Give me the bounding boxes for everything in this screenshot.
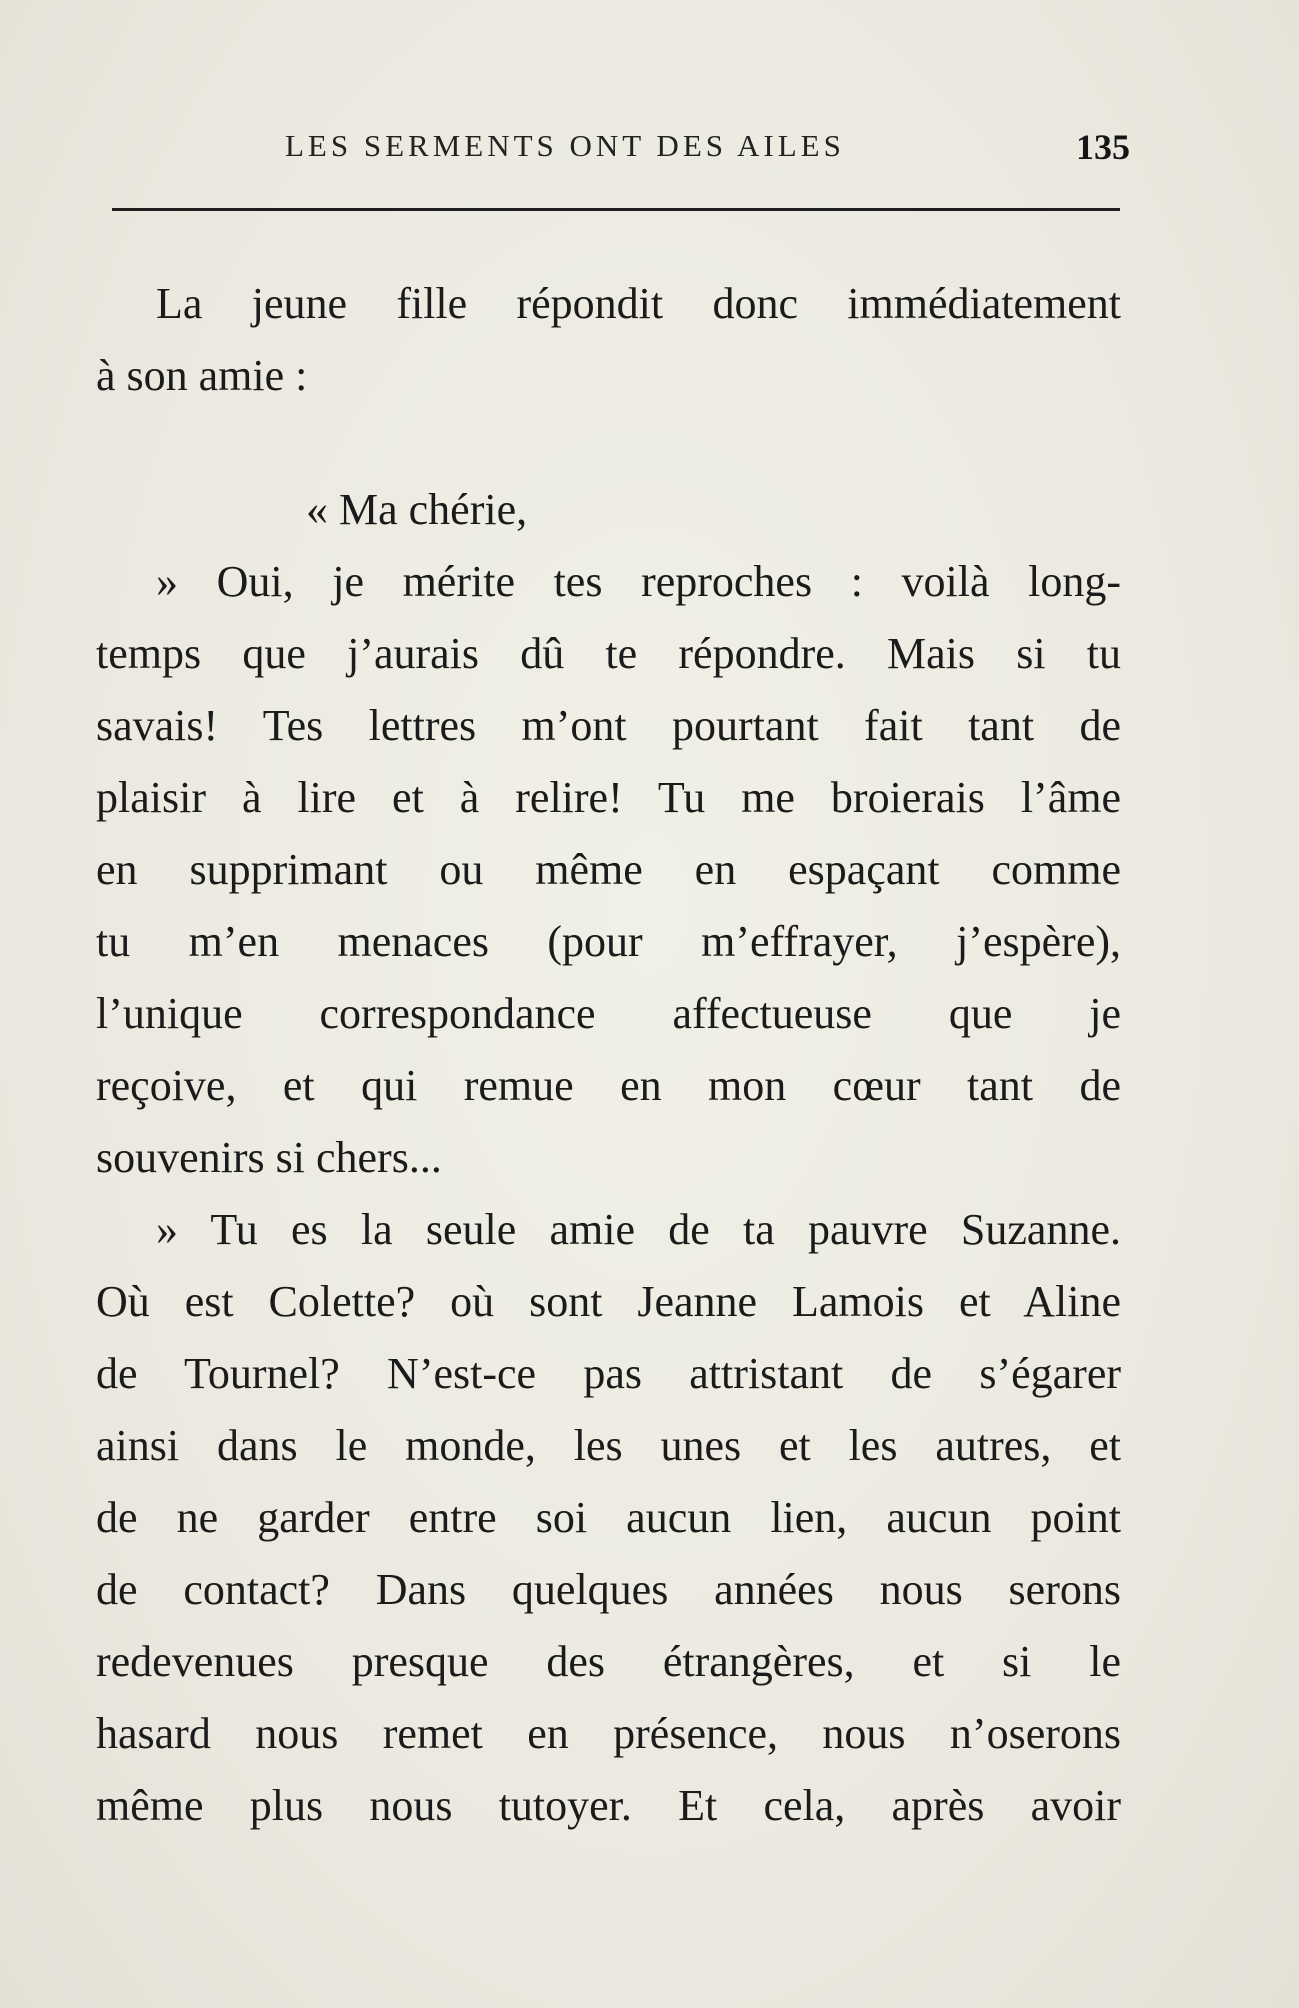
text-line: » Oui, je mérite tes reproches : voilà long- xyxy=(156,557,1121,606)
text-line: reçoive, et qui remue en mon cœur tant de xyxy=(96,1061,1121,1110)
text-line: de Tournel? N’est-ce pas attristant de s’égarer xyxy=(96,1349,1121,1398)
text-line: de ne garder entre soi aucun lien, aucun point xyxy=(96,1493,1121,1542)
text-line: La jeune fille répondit donc immédiatement xyxy=(156,279,1121,328)
text-line: savais! Tes lettres m’ont pourtant fait tant de xyxy=(96,701,1121,750)
text-line: ainsi dans le monde, les unes et les autres, et xyxy=(96,1421,1121,1470)
body-text xyxy=(96,268,1121,1842)
text-line: en supprimant ou même en espaçant comme xyxy=(96,845,1121,894)
running-title: LES SERMENTS ONT DES AILES xyxy=(285,128,845,163)
text-line: tu m’en menaces (pour m’effrayer, j’espère), xyxy=(96,917,1121,966)
text-line: à son amie : xyxy=(96,351,308,400)
header-rule xyxy=(112,208,1120,211)
text-line: Où est Colette? où sont Jeanne Lamois et Aline xyxy=(96,1277,1121,1326)
page-number: 135 xyxy=(1076,127,1130,167)
text-line: plaisir à lire et à relire! Tu me broierais l’âme xyxy=(96,773,1121,822)
text-line: souvenirs si chers... xyxy=(96,1133,442,1182)
text-line: l’unique correspondance affectueuse que je xyxy=(96,989,1121,1038)
letter-salutation: « Ma chérie, xyxy=(306,485,528,534)
text-line: même plus nous tutoyer. Et cela, après avoir xyxy=(96,1781,1121,1830)
text-line: temps que j’aurais dû te répondre. Mais si tu xyxy=(96,629,1121,678)
text-line: » Tu es la seule amie de ta pauvre Suzanne. xyxy=(156,1205,1121,1254)
running-head xyxy=(270,128,1130,178)
text-line: redevenues presque des étrangères, et si le xyxy=(96,1637,1121,1686)
text-line: hasard nous remet en présence, nous n’oserons xyxy=(96,1709,1121,1758)
text-line: de contact? Dans quelques années nous serons xyxy=(96,1565,1121,1614)
